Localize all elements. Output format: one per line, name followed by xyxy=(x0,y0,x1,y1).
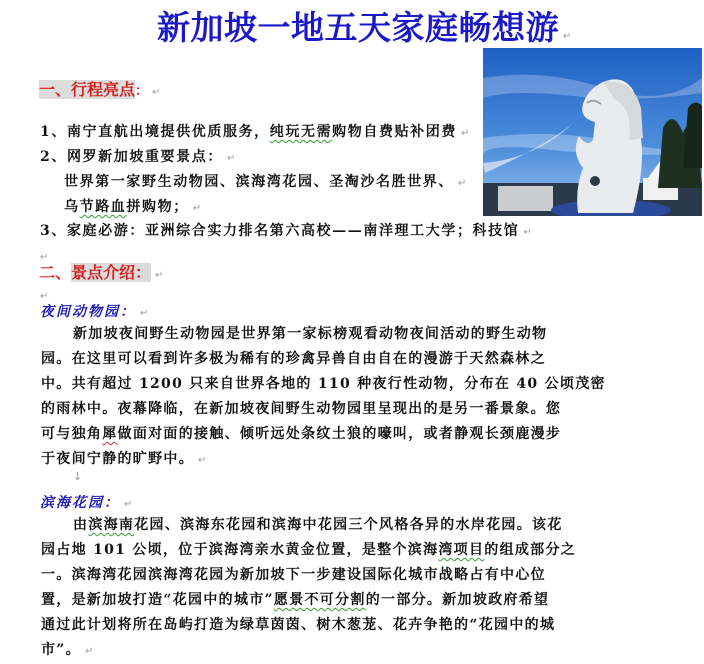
text-run: 的组成部分之 xyxy=(484,542,577,558)
heading-number: 一、 xyxy=(39,80,72,99)
paragraph-line xyxy=(41,638,601,664)
section-heading-attractions xyxy=(39,262,163,287)
highlight-item-3 xyxy=(40,219,533,245)
section-heading-highlights xyxy=(39,79,160,104)
grammar-underlined-text: 纯玩无需 xyxy=(269,124,333,140)
text-run: 置，是新加坡打造“花园中的城市” xyxy=(41,592,274,608)
text-run: 做面对面的接触、倾听远处条纹土狼的嚎叫，或者静观长颈鹿漫步 xyxy=(117,426,562,442)
paragraph-mark-icon: ↵ xyxy=(458,178,468,189)
text-run: 园占地 101 公顷，位于滨海湾亲水黄金位置，是整个滨海 xyxy=(41,542,439,558)
title-text: 新加坡一地五天家庭畅想游 xyxy=(157,8,559,47)
gardens-paragraph xyxy=(41,513,601,664)
paragraph-mark-icon: ↵ xyxy=(40,291,49,302)
merlion-photo[interactable] xyxy=(483,48,702,216)
paragraph-mark-icon: ↵ xyxy=(155,270,164,281)
highlight-item-2 xyxy=(40,145,237,171)
item-text: 网罗新加坡重要景点： xyxy=(66,149,223,165)
text-run: 于夜间宁静的旷野中。 xyxy=(41,451,194,467)
item-text: 世界第一家野生动物园、滨海湾花园、圣淘沙名胜世界、 xyxy=(64,174,454,190)
paragraph-line: 的雨林中。夜幕降临，在新加坡夜间野生动物园里呈现出的是另一番景象。您 xyxy=(41,401,562,417)
paragraph-mark-icon: ↵ xyxy=(40,252,49,263)
paragraph-line xyxy=(41,538,601,563)
item-text: 乌 xyxy=(64,199,80,215)
paragraph-mark-icon: ↵ xyxy=(152,87,161,98)
paragraph-line: 新加坡夜间野生动物园是世界第一家标榜观看动物夜间活动的野生动物 xyxy=(73,326,548,342)
highlight-item-2-line2 xyxy=(64,195,203,221)
text-run: 的一部分。新加坡政府希望 xyxy=(365,592,550,608)
grammar-underlined-text: 节路血 xyxy=(79,199,127,215)
text-run: 可与独角 xyxy=(41,426,103,442)
paragraph-mark-icon: ↵ xyxy=(198,455,208,466)
heading-number: 二、 xyxy=(39,263,72,282)
paragraph-mark-icon: ↵ xyxy=(140,308,151,319)
item-text: 拼购物； xyxy=(126,199,189,215)
text-run: 花园、滨海东花园和滨海中花园三个风格各异的水岸花园。该花 xyxy=(134,517,563,533)
text-run: 由 xyxy=(73,517,89,533)
subtitle-text: 夜间动物园： xyxy=(40,304,136,320)
item-number: 1、 xyxy=(40,124,67,140)
paragraph-mark-icon: ↵ xyxy=(192,203,203,214)
paragraph-mark-icon: ↵ xyxy=(124,499,135,510)
item-number: 2、 xyxy=(40,149,67,165)
soft-break-mark-icon: ↓ xyxy=(73,470,83,483)
paragraph-line: 园。在这里可以看到许多极为稀有的珍禽异兽自由自在的漫游于天然森林之 xyxy=(41,351,546,367)
item-text: 家庭必游：亚洲综合实力排名第六高校——南洋理工大学；科技馆 xyxy=(66,223,520,239)
subtitle-text: 滨海花园： xyxy=(40,495,120,511)
paragraph-line xyxy=(41,447,601,473)
paragraph-line: 一。滨海湾花园滨海湾花园为新加坡下一步建设国际化城市战略占有中心位 xyxy=(41,567,546,583)
text-run: 市”。 xyxy=(41,642,81,658)
paragraph-mark-icon: ↵ xyxy=(460,128,471,139)
heading-highlight xyxy=(39,80,135,99)
item-text: 南宁直航出境提供优质服务， xyxy=(66,124,270,140)
highlight-item-2-line1 xyxy=(64,170,468,196)
grammar-underlined-text: 湾项目 xyxy=(438,542,485,558)
paragraph-mark-icon: ↵ xyxy=(84,646,95,657)
grammar-underlined-text: 滨海南 xyxy=(88,517,135,533)
paragraph-mark-icon: ↵ xyxy=(523,227,534,238)
item-text: 购物自费贴补团费 xyxy=(332,124,457,140)
heading-text: 行程亮点 xyxy=(71,80,136,99)
paragraph-line xyxy=(41,513,601,538)
paragraph-mark-icon: ↵ xyxy=(226,153,237,164)
grammar-underlined-text: 愿景不可分割 xyxy=(273,592,366,608)
heading-colon: ： xyxy=(135,84,149,99)
night-safari-paragraph xyxy=(41,322,606,473)
paragraph-mark-icon: ↵ xyxy=(563,31,572,42)
paragraph-line xyxy=(41,588,601,613)
spelling-underlined-text: 犀 xyxy=(102,426,118,442)
paragraph-line: 通过此计划将所在岛屿打造为绿草茵茵、树木葱茏、花卉争艳的“花园中的城 xyxy=(41,617,556,633)
highlight-item-1 xyxy=(40,120,471,146)
paragraph-line: 中。共有超过 1200 只来自世界各地的 110 种夜行性动物，分布在 40 公顷茂密 xyxy=(41,376,606,392)
merlion-image xyxy=(483,48,702,216)
item-number: 3、 xyxy=(40,223,67,239)
heading-text: 景点介绍： xyxy=(71,263,152,282)
paragraph-line xyxy=(41,422,601,447)
